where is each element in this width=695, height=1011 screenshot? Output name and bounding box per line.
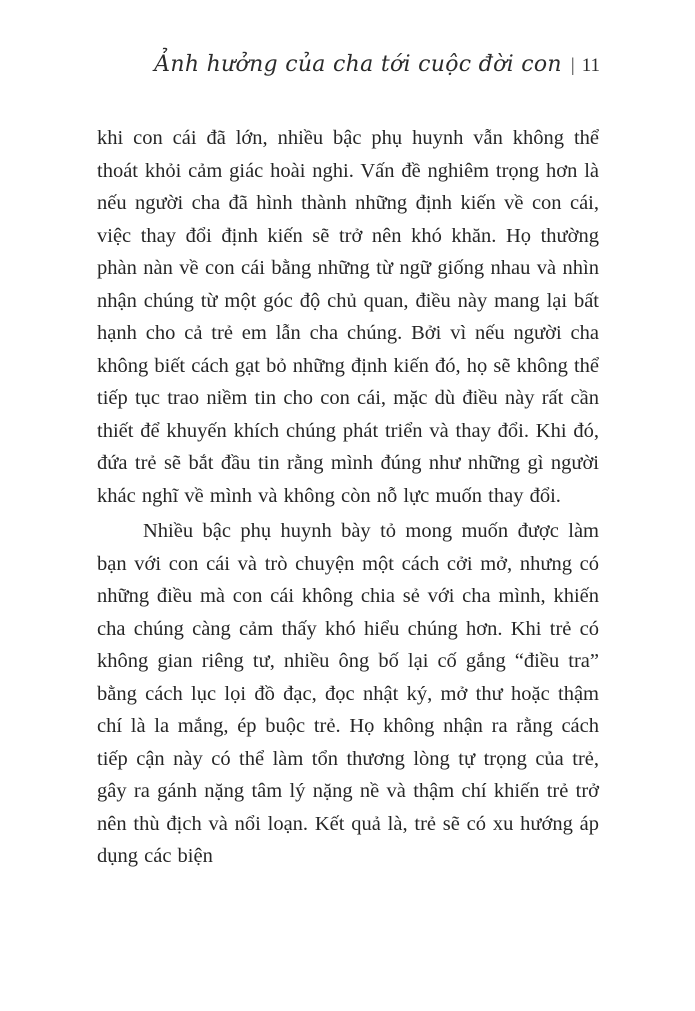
header-separator: | <box>570 55 575 76</box>
running-header <box>97 52 600 77</box>
header-title: Ảnh hưởng của cha tới cuộc đời con <box>154 52 562 77</box>
paragraph: khi con cái đã lớn, nhiều bậc phụ huynh vẫn không thể thoát khỏi cảm giác hoài nghi. Vấn đề nghiêm trọng hơn là nếu người cha đã hình thành những định kiến về con cái, việc thay đổi định kiến sẽ trở nên khó khăn. Họ thường phàn nàn về con cái bằng những từ ngữ giống nhau và nhìn nhận chúng từ một góc độ chủ quan, điều này mang lại bất hạnh cho cả trẻ em lẫn cha chúng. Bởi vì nếu người cha không biết cách gạt bỏ những định kiến đó, họ sẽ không thể tiếp tục trao niềm tin cho con cái, mặc dù điều này rất cần thiết để khuyến khích chúng phát triển và thay đổi. Khi đó, đứa trẻ sẽ bắt đầu tin rằng mình đúng như những gì người khác nghĩ về mình và không còn nỗ lực muốn thay đổi. <box>97 127 599 507</box>
paragraph: Nhiều bậc phụ huynh bày tỏ mong muốn được làm bạn với con cái và trò chuyện một cách cởi mở, nhưng có những điều mà con cái không chia sẻ với cha mình, khiến cha chúng càng cảm thấy khó hiểu chúng hơn. Khi trẻ có không gian riêng tư, nhiều ông bố lại cố gắng “điều tra” bằng cách lục lọi đồ đạc, đọc nhật ký, mở thư hoặc thậm chí là la mắng, ép buộc trẻ. Họ không nhận ra rằng cách tiếp cận này có thể làm tổn thương lòng tự trọng của trẻ, gây ra gánh nặng tâm lý nặng nề và thậm chí khiến trẻ trở nên thù địch và nổi loạn. Kết quả là, trẻ sẽ có xu hướng áp dụng các biện <box>97 520 599 867</box>
body-text <box>97 122 599 873</box>
page-number: 11 <box>581 55 600 76</box>
